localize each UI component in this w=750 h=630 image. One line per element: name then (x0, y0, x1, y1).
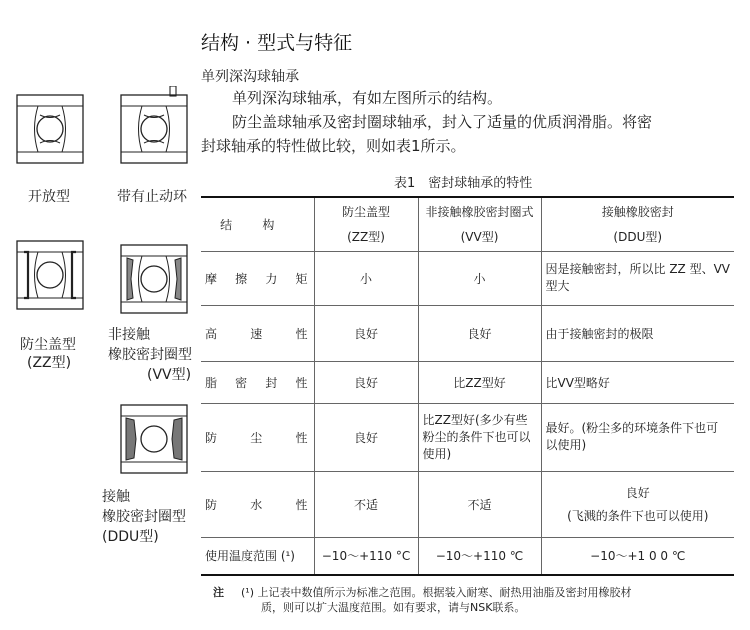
cell-zz: 不适 (314, 471, 418, 537)
row-label-char: 性 (295, 497, 308, 512)
row-label (201, 361, 314, 403)
ddu-type-label-1: 接触 (102, 489, 130, 505)
table-row (201, 251, 734, 305)
row-label-char: 尘 (250, 430, 263, 445)
row-label-char: 密 (235, 375, 248, 390)
table-row (201, 305, 734, 361)
ddu-type-label-3: (DDU型) (102, 529, 159, 545)
vv-type-label-1: 非接触 (108, 327, 150, 343)
cell-ddu-main: 良好 (625, 486, 650, 500)
cell-zz: 良好 (314, 361, 418, 403)
cell-zz: 良好 (314, 305, 418, 361)
vv-bearing-figure (120, 244, 188, 314)
ddu-bearing-figure (120, 404, 188, 474)
cell-vv: 比ZZ型好(多少有些粉尘的条件下也可以使用) (418, 403, 541, 471)
cell-ddu: 由于接触密封的极限 (541, 305, 734, 361)
row-label-char: 性 (295, 430, 308, 445)
row-label-char: 性 (295, 375, 308, 390)
vv-type-label-3: (VV型) (147, 367, 192, 383)
cell-ddu (541, 471, 734, 537)
cell-vv: 小 (418, 251, 541, 305)
cell-vv: 不适 (418, 471, 541, 537)
paragraph-2: 防尘盖球轴承及密封圈球轴承，封入了适量的优质润滑脂。将密 (232, 113, 653, 131)
row-label-char: 矩 (295, 271, 308, 286)
cell-ddu-note: (飞溅的条件下也可以使用) (567, 509, 709, 523)
snap-ring-bearing-figure (120, 86, 190, 164)
table-row (201, 471, 734, 537)
header-ddu-code: (DDU型) (613, 230, 663, 245)
header-vv-name: 非接触橡胶密封圈式 (425, 205, 534, 220)
cell-ddu: −10～+1 0 0 ℃ (541, 537, 734, 575)
table-header-row (201, 197, 734, 251)
header-zz (314, 197, 418, 251)
row-label (201, 305, 314, 361)
table-row (201, 537, 734, 575)
row-label-char: 速 (250, 326, 263, 341)
cell-zz: 良好 (314, 403, 418, 471)
footnote (213, 585, 738, 615)
cell-zz: −10～+110 °C (314, 537, 418, 575)
vv-type-label-2: 橡胶密封圈型 (108, 347, 192, 363)
footnote-label: 注 (213, 586, 224, 599)
header-structure (201, 197, 314, 251)
row-label (201, 403, 314, 471)
zz-type-label-1: 防尘盖型 (20, 337, 76, 353)
section-title: 结构 · 型式与特征 (201, 32, 353, 54)
row-label-char: 防 (205, 430, 218, 445)
row-label-char: 擦 (235, 271, 248, 286)
footnote-text-2: 质，则可以扩大温度范围。如有要求，请与NSK联系。 (261, 601, 526, 614)
open-bearing-figure (16, 94, 84, 164)
row-label-char: 力 (265, 271, 278, 286)
paragraph-3: 封球轴承的特性做比较，则如表1所示。 (201, 137, 466, 155)
ddu-type-label-2: 橡胶密封圈型 (102, 509, 186, 525)
row-label-char: 封 (265, 375, 278, 390)
row-label-char: 高 (205, 326, 218, 341)
header-ddu (541, 197, 734, 251)
header-structure-char-2: 构 (262, 217, 275, 232)
header-zz-code: (ZZ型) (347, 230, 385, 245)
row-label-char: 性 (295, 326, 308, 341)
section-subtitle: 单列深沟球轴承 (201, 69, 299, 85)
row-label-char: 脂 (205, 375, 218, 390)
header-ddu-name: 接触橡胶密封 (601, 205, 674, 220)
cell-ddu: 比VV型略好 (541, 361, 734, 403)
header-structure-char-1: 结 (220, 217, 233, 232)
table-row (201, 361, 734, 403)
row-label (201, 251, 314, 305)
header-vv-code: (VV型) (460, 230, 499, 245)
table-caption: 表1 密封球轴承的特性 (394, 176, 533, 191)
footnote-text-1: (¹) 上记表中数值所示为标准之范围。根据装入耐寒、耐热用油脂及密封用橡胶材 (241, 586, 632, 599)
cell-zz: 小 (314, 251, 418, 305)
seal-characteristics-table (201, 196, 734, 576)
row-label-char: 摩 (205, 271, 218, 286)
cell-ddu: 因是接触密封，所以比 ZZ 型、VV 型大 (541, 251, 734, 305)
cell-vv: −10～+110 ℃ (418, 537, 541, 575)
row-label-char: 防 (205, 497, 218, 512)
zz-bearing-figure (16, 240, 84, 310)
row-label-char: 水 (250, 497, 263, 512)
row-label (201, 471, 314, 537)
header-zz-name: 防尘盖型 (341, 205, 390, 220)
table-row (201, 403, 734, 471)
row-label: 使用温度范围 (¹) (201, 537, 314, 575)
paragraph-1: 单列深沟球轴承，有如左图所示的结构。 (232, 89, 503, 107)
cell-ddu: 最好。(粉尘多的环境条件下也可以使用) (541, 403, 734, 471)
cell-vv: 比ZZ型好 (418, 361, 541, 403)
header-vv (418, 197, 541, 251)
zz-type-label-2: (ZZ型) (27, 355, 72, 371)
open-type-label: 开放型 (28, 189, 70, 205)
cell-vv: 良好 (418, 305, 541, 361)
snap-ring-type-label: 带有止动环 (117, 189, 187, 205)
